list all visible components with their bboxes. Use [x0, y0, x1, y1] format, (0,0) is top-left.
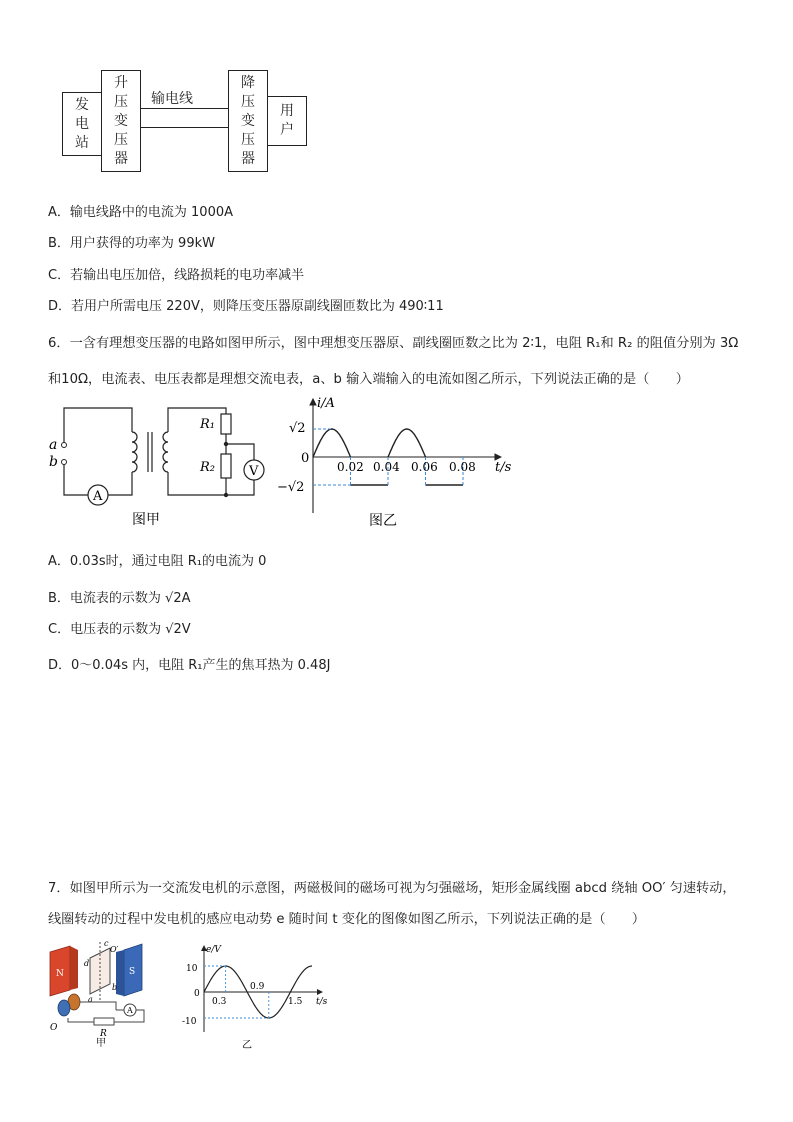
axis-o-prime-label: O′	[110, 945, 119, 954]
x-axis-label: t/s	[495, 460, 512, 475]
y-pos-label: √2	[289, 421, 306, 436]
r2-label: R₂	[200, 460, 215, 475]
q6-fig-a-caption: 图甲	[132, 512, 160, 528]
q6-option-a[interactable]	[48, 550, 266, 569]
option-text: 用户获得的功率为 99kW	[69, 236, 215, 251]
x-tick-label: 0.06	[411, 460, 438, 474]
step-down-transformer-label: 降压变压器	[241, 74, 255, 167]
option-key: B．	[48, 236, 70, 251]
transmission-line	[141, 108, 229, 128]
north-pole-side	[70, 946, 78, 990]
north-label: N	[56, 969, 64, 979]
ammeter-label: A	[93, 489, 103, 504]
q7-emf-graph	[180, 940, 340, 1052]
axis-o-label: O	[50, 1023, 58, 1033]
option-text: 若用户所需电压 220V，则降压变压器原副线圈匝数比为 490∶11	[71, 299, 444, 314]
q5-option-b[interactable]	[48, 232, 215, 251]
resistor-label: R	[100, 1029, 107, 1039]
x-axis-label: t/s	[316, 997, 328, 1007]
y-neg-label: -10	[182, 1017, 197, 1027]
south-label: S	[129, 967, 136, 977]
resistor-symbol	[94, 1018, 114, 1025]
option-key: A．	[48, 205, 70, 220]
option-key: D．	[48, 299, 72, 314]
q7-stem-line1: 7．如图甲所示为一交流发电机的示意图，两磁极间的磁场可视为匀强磁场，矩形金属线圈 abcd 绕轴 OO′ 匀速转动，	[48, 881, 736, 896]
user-label: 用户	[280, 103, 294, 138]
option-text: 电流表的示数为 √2A	[69, 591, 191, 606]
x-tick-label: 0.08	[449, 460, 476, 474]
q7-fig-b-caption: 乙	[242, 1040, 252, 1051]
q5-option-d[interactable]	[48, 295, 444, 314]
option-text: 电压表的示数为 √2V	[70, 622, 191, 637]
option-text: 0.03s时，通过电阻 R₁的电流为 0	[69, 554, 267, 569]
voltmeter-label: V	[249, 464, 259, 479]
junction-dot	[224, 493, 228, 497]
option-text: 0～0.04s 内，电阻 R₁产生的焦耳热为 0.48J	[71, 658, 331, 673]
x-tick-label: 0.02	[337, 460, 364, 474]
step-up-transformer-box	[101, 70, 141, 172]
coil-a-label: a	[88, 995, 93, 1004]
user-box	[267, 96, 307, 146]
q7-stem-line2: 线圈转动的过程中发电机的感应电动势 e 随时间 t 变化的图像如图乙所示，下列说法正确的是（ ）	[48, 912, 646, 927]
origin-label: 0	[301, 451, 310, 466]
y-axis-label: i/A	[317, 396, 335, 411]
q6-current-graph	[275, 393, 515, 533]
south-pole-side	[116, 950, 124, 996]
coil-b-label: b	[112, 983, 118, 992]
q6-option-c[interactable]	[48, 618, 191, 637]
q6-option-d[interactable]	[48, 654, 330, 673]
y-axis-label: e/V	[206, 945, 221, 955]
x-tick-label: 1.5	[288, 997, 303, 1007]
option-key: C．	[48, 622, 71, 637]
q5-option-a[interactable]	[48, 201, 233, 220]
q6-fig-b-caption: 图乙	[369, 513, 397, 529]
step-up-transformer-label: 升压变压器	[114, 74, 128, 167]
q6-stem-line1: 6．一含有理想变压器的电路如图甲所示，图中理想变压器原、副线圈匝数之比为 2∶1，电阻 R₁和 R₂ 的阻值分别为 3Ω	[48, 336, 739, 351]
positive-half-wave	[313, 429, 351, 457]
terminal-b	[62, 460, 67, 465]
terminal-b-label: b	[49, 454, 58, 470]
y-pos-label: 10	[186, 964, 198, 974]
option-key: A．	[48, 554, 70, 569]
option-text: 若输出电压加倍，线路损耗的电功率减半	[70, 268, 305, 283]
q7-fig-a-caption: 甲	[96, 1038, 106, 1049]
option-key: B．	[48, 591, 70, 606]
q5-option-c[interactable]	[48, 264, 304, 283]
x-tick-label: 0.9	[250, 982, 265, 992]
rectangular-coil	[90, 942, 110, 1002]
option-text: 输电线路中的电流为 1000A	[69, 205, 234, 220]
q6-stem-line2: 和10Ω，电流表、电压表都是理想交流电表，a、b 输入端输入的电流如图乙所示，下列说法正确的是（ ）	[48, 372, 689, 387]
q6-circuit-diagram	[40, 398, 280, 533]
x-tick-label: 0.3	[212, 997, 227, 1007]
r1-label: R₁	[200, 417, 215, 432]
positive-half-wave	[388, 429, 426, 457]
power-station-label: 发电站	[75, 96, 89, 151]
junction-dot	[224, 442, 228, 446]
option-key: D．	[48, 658, 72, 673]
option-key: C．	[48, 268, 71, 283]
power-station-box	[62, 92, 102, 156]
terminal-a	[62, 443, 67, 448]
coil-d-label: d	[84, 959, 90, 968]
x-tick-label: 0.04	[373, 460, 400, 474]
y-neg-label: −√2	[277, 480, 305, 495]
origin-label: 0	[194, 989, 200, 999]
q6-option-b[interactable]	[48, 587, 191, 606]
slip-ring	[58, 1000, 70, 1016]
terminal-a-label: a	[49, 437, 58, 453]
transmission-line-label: 输电线	[151, 91, 193, 107]
step-down-transformer-box	[228, 70, 268, 172]
ammeter-label: A	[127, 1006, 133, 1015]
coil-c-label: c	[104, 939, 109, 948]
q7-generator-diagram	[44, 938, 164, 1050]
